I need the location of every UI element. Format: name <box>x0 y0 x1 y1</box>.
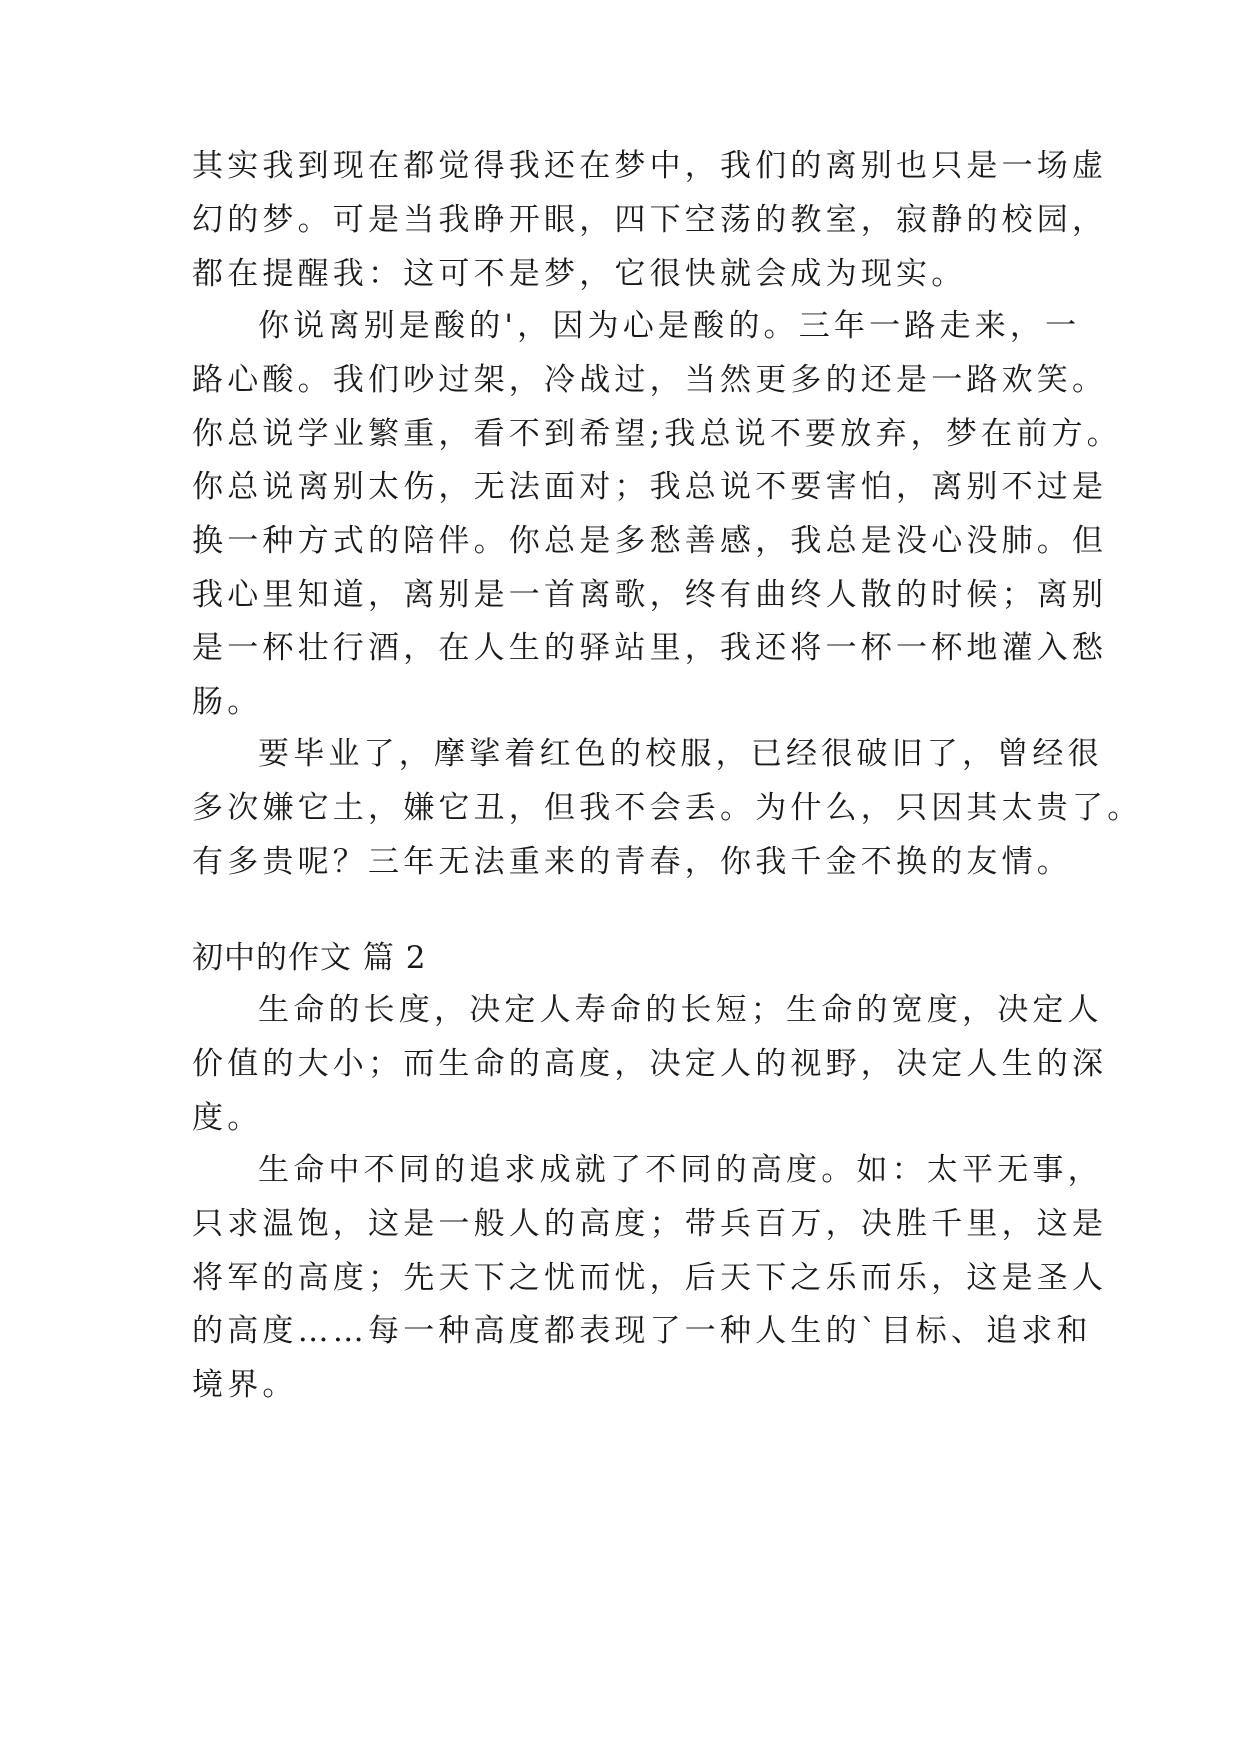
text-line: 的高度……每一种高度都表现了一种人生的`目标、追求和 <box>192 1313 1092 1349</box>
text-line: 你总说学业繁重，看不到希望;我总说不要放弃，梦在前方。 <box>192 416 1122 452</box>
text-line: 价值的大小；而生命的高度，决定人的视野，决定人生的深 <box>192 1046 1108 1082</box>
text-line: 生命的长度，决定人寿命的长短；生命的宽度，决定人 <box>258 992 1103 1028</box>
text-line: 都在提醒我：这可不是梦，它很快就会成为现实。 <box>192 256 967 292</box>
text-line: 将军的高度；先天下之忧而忧，后天下之乐而乐，这是圣人 <box>192 1260 1108 1296</box>
text-line: 生命中不同的追求成就了不同的高度。如：太平无事， <box>258 1152 1103 1188</box>
text-line: 有多贵呢？三年无法重来的青春，你我千金不换的友情。 <box>192 844 1072 880</box>
text-line: 要毕业了，摩挲着红色的校服，已经很破旧了，曾经很 <box>258 736 1103 772</box>
text-line: 其实我到现在都觉得我还在梦中，我们的离别也只是一场虚 <box>192 148 1108 184</box>
text-line: 我心里知道，离别是一首离歌，终有曲终人散的时候；离别 <box>192 577 1108 613</box>
text-line: 度。 <box>192 1100 263 1136</box>
text-line: 肠。 <box>192 684 263 720</box>
text-line: 境界。 <box>192 1367 298 1403</box>
text-line: 只求温饱，这是一般人的高度；带兵百万，决胜千里，这是 <box>192 1206 1108 1242</box>
text-line: 你说离别是酸的'，因为心是酸的。三年一路走来，一 <box>258 308 1081 344</box>
section-heading: 初中的作文 篇 2 <box>192 940 427 976</box>
text-line: 是一杯壮行酒，在人生的驿站里，我还将一杯一杯地灌入愁 <box>192 630 1108 666</box>
text-line: 幻的梦。可是当我睁开眼，四下空荡的教室，寂静的校园， <box>192 202 1108 238</box>
text-line: 路心酸。我们吵过架，冷战过，当然更多的还是一路欢笑。 <box>192 362 1108 398</box>
text-line: 多次嫌它土，嫌它丑，但我不会丢。为什么，只因其太贵了。 <box>192 790 1143 826</box>
text-line: 换一种方式的陪伴。你总是多愁善感，我总是没心没肺。但 <box>192 523 1108 559</box>
text-line: 你总说离别太伤，无法面对；我总说不要害怕，离别不过是 <box>192 469 1108 505</box>
